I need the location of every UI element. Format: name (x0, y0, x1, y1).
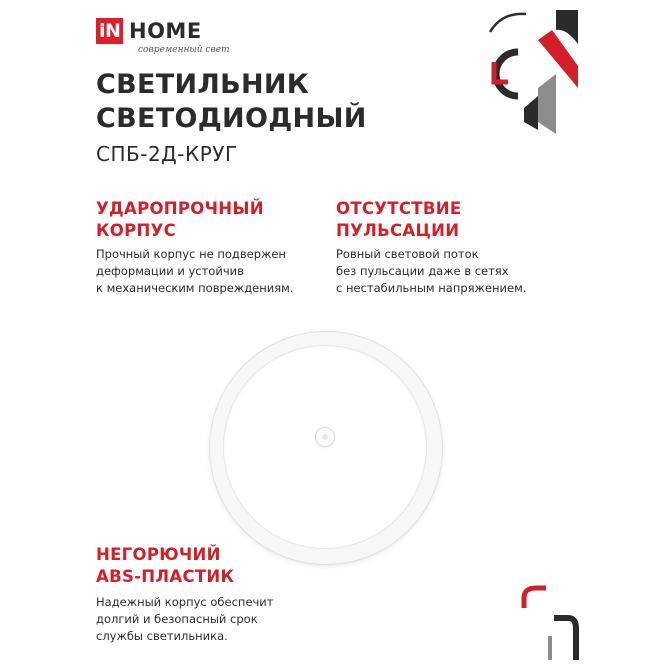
feature-heading-line: УДАРОПРОЧНЫЙ (96, 199, 264, 218)
feature-description (336, 246, 526, 297)
feature-description-line: долгий и безопасный срок (96, 612, 258, 626)
feature-heading-line: КОРПУС (96, 221, 177, 240)
feature-description-line: Прочный корпус не подвержен (96, 247, 286, 261)
feature-heading-line: НЕГОРЮЧИЙ (96, 545, 221, 564)
feature-heading-line: ОТСУТСТВИЕ (336, 199, 462, 218)
product-model: СПБ-2Д-КРУГ (96, 142, 238, 166)
feature-no-flicker (336, 198, 526, 297)
feature-description-line: Ровный световой поток (336, 247, 479, 261)
product-title-line2: СВЕТОДИОДНЫЙ (96, 103, 367, 134)
decorative-corner-small-icon (520, 584, 580, 662)
feature-description-line: без пульсации даже в сетях (336, 264, 509, 278)
feature-heading-line: ABS-ПЛАСТИК (96, 567, 235, 586)
feature-heading (96, 198, 293, 242)
feature-description-line: к механическим повреждениям. (96, 281, 294, 295)
fixture-sensor (316, 428, 334, 446)
logo-in-mark: iN (96, 18, 123, 44)
logo-tagline: современный свет (138, 45, 230, 55)
feature-heading (96, 544, 273, 588)
logo-home-text: HOME (129, 19, 202, 43)
feature-description-line: с нестабильным напряжением. (336, 281, 527, 295)
fixture-diffuser (223, 345, 427, 549)
product-image-round-fixture (210, 332, 442, 564)
brand-logo (96, 18, 236, 58)
product-title-line1: СВЕТИЛЬНИК (96, 69, 310, 100)
feature-heading-line: ПУЛЬСАЦИИ (336, 221, 460, 240)
feature-heading (336, 198, 526, 242)
product-title (96, 68, 367, 136)
feature-impact-resistant (96, 198, 293, 297)
feature-description-line: деформации и устойчив (96, 264, 244, 278)
feature-description (96, 246, 293, 297)
feature-description (96, 594, 273, 645)
feature-non-flammable (96, 544, 273, 645)
decorative-corner-graphic-icon (486, 4, 582, 140)
feature-description-line: службы светильника. (96, 629, 228, 643)
feature-description-line: Надежный корпус обеспечит (96, 595, 274, 609)
